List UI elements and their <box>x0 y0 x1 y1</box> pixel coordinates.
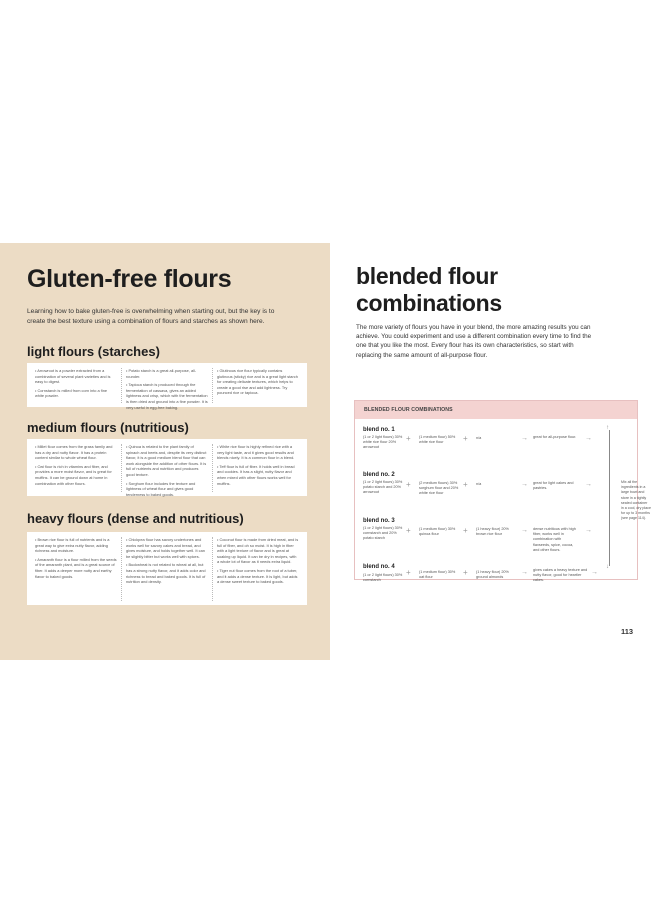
flour-note: • Coconut flour is made from dried meat, and is full of fiber, and oh so moist. It is high in fiber with a light texture of flavor and is great at soaking up liquid. It can be dry in recipes, with a whole lot of flavor as it needs extra liquid. <box>217 537 299 565</box>
blend-medium-flours: (1 medium flour) 50% white rice flour <box>419 435 456 445</box>
arrow-right-icon: → <box>585 481 592 488</box>
blend-name: blend no. 2 <box>363 472 395 478</box>
storage-note: Mix all the ingredients in a large bowl and store in a tightly sealed container in a cool, dry place for up to 3 months (see page 114). <box>621 480 651 521</box>
flour-note: • Chickpea flour has savory undertones and works well for savory cakes and bread, and gives moisture, and holds together well. It can be slightly bitter but works well with spices. <box>126 537 205 559</box>
blend-result: dense nutritious with high fiber, works well in combination with flaxseeds, spice, cocoa, and other flours. <box>533 527 576 552</box>
plus-icon: + <box>406 526 411 535</box>
bracket-line <box>609 430 610 566</box>
blend-result: great for light cakes and pastries. <box>533 481 574 491</box>
flour-note: • Tiger nut flour comes from the root of a tuber, and it adds a dense texture. It is light, but adds a dense sweet texture to baked goods. <box>217 567 298 585</box>
arrow-right-icon: → <box>585 527 592 534</box>
plus-icon: + <box>463 480 468 489</box>
flour-note: • Millet flour comes from the grass family and has a dry and nutty flavor. It has a protein content similar to whole wheat flour. <box>35 444 113 461</box>
light-flours-card <box>27 363 307 410</box>
blend-row-2 <box>363 472 403 495</box>
flour-note: • Potato starch is a great all-purpose, all-rounder. <box>126 368 197 379</box>
heavy-flours-card <box>27 532 307 605</box>
blend-name: blend no. 1 <box>363 427 395 433</box>
heavy-flours-column-2 <box>122 537 213 601</box>
light-flours-column-3 <box>213 368 303 403</box>
blend-heavy-flours: n/a <box>476 436 482 440</box>
arrow-right-icon: → <box>521 481 528 488</box>
arrow-down-icon: ↓ <box>606 564 609 570</box>
intro-paragraph: Learning how to bake gluten-free is overwhelming when starting out, but the key is to create the best texture using a combination of flours and starches as shown here. <box>27 308 275 325</box>
blend-intro-paragraph: The more variety of flours you have in your blend, the more amazing results you can achieve. You could experiment and use a different combination every time to find the one that you like the most. Every flour has its own characteristics, so start with replacing the same amount of all-purpose flour. <box>356 324 592 359</box>
blend-light-flours: (1 or 2 light flours) 30% potato starch and 20% arrowroot <box>363 480 403 495</box>
blend-name: blend no. 4 <box>363 564 395 570</box>
medium-flours-column-1 <box>31 444 122 492</box>
blend-name: blend no. 3 <box>363 518 395 524</box>
section-heading-medium-flours: medium flours (nutritious) <box>27 420 189 435</box>
blend-row-3 <box>363 518 403 541</box>
page-title-gluten-free-flours: Gluten-free flours <box>27 265 232 293</box>
arrow-right-icon: → <box>521 527 528 534</box>
table-header: BLENDED FLOUR COMBINATIONS <box>355 401 637 419</box>
heavy-flours-column-3 <box>213 537 303 601</box>
blend-medium-flours: (2 medium flours) 30% sorghum flour and 20% white rice flour <box>419 481 459 496</box>
blend-row-4 <box>363 564 395 571</box>
flour-note: • Buckwheat is not related to wheat at all, but has a strong nutty flavor, and it adds color and richness to bread and baked goods. It is full of nutrition and density. <box>126 562 206 585</box>
medium-flours-column-3 <box>213 444 303 492</box>
arrow-right-icon: → <box>521 435 528 442</box>
medium-flours-card <box>27 439 307 496</box>
plus-icon: + <box>406 568 411 577</box>
blend-light-flours: (1 or 2 light flours) 30% white rice flour 20% arrowroot <box>363 435 403 450</box>
flour-note: • Oat flour is rich in vitamins and fiber, and provides a more moist flavor, and is great for muffins. It can be ground down at home in combination with other flours. <box>35 463 112 486</box>
section-heading-heavy-flours: heavy flours (dense and nutritious) <box>27 511 244 526</box>
blend-medium-flours: (1 medium flour) 30% quinoa flour <box>419 527 456 537</box>
plus-icon: + <box>406 434 411 443</box>
title-line-1: blended flour <box>356 263 498 289</box>
blend-result: great for all-purpose flour. <box>533 435 577 439</box>
light-flours-column-1 <box>31 368 122 403</box>
flour-note: • White rice flour is highly refined rice with a very light taste, and it gives good results and blends nicely. It is a common flour in a blend. <box>217 444 295 461</box>
arrow-right-icon: → <box>521 569 528 576</box>
flour-note: • Cornstarch is milled from corn into a fine white powder. <box>35 387 108 399</box>
page-number: 113 <box>621 627 634 636</box>
plus-icon: + <box>463 568 468 577</box>
plus-icon: + <box>463 434 468 443</box>
blend-light-flours: (1 or 2 light flours) 30% cornstarch and 20% potato starch <box>363 526 403 541</box>
light-flours-column-2 <box>122 368 213 410</box>
medium-flours-column-2 <box>122 444 213 497</box>
arrow-right-icon: → <box>585 435 592 442</box>
left-page <box>0 243 330 660</box>
flour-note: • Brown rice flour is full of nutrients and is a great way to give extra nutty flavor, adding richness and moisture. <box>35 537 110 554</box>
arrow-right-icon: → <box>591 569 598 576</box>
flour-note: • Arrowroot is a powder extracted from a combination of several plant varieties and is easy to digest. <box>35 368 111 385</box>
blend-heavy-flours: n/a <box>476 482 482 486</box>
blend-light-flours: (1 or 2 light flours) 30% cornstarch <box>363 573 403 583</box>
blend-row-1 <box>363 427 403 450</box>
heavy-flours-column-1 <box>31 537 122 601</box>
right-page <box>330 243 660 660</box>
flour-note: • Quinoa is related to the plant family of spinach and beets and, despite its very distinct flavor, it is a good medium blend flour that can work alongside the addition of other flours. It is full of nutrients and nutrition and produces good texture. <box>126 444 207 477</box>
flour-note: • Sorghum flour includes the texture and lightness of wheat flour and gives good tenderness to baked goods. <box>126 480 196 497</box>
plus-icon: + <box>463 526 468 535</box>
title-line-2: combinations <box>356 290 502 316</box>
blended-flour-table <box>354 400 651 583</box>
blend-result: gives cakes a heavy texture and nutty flavor, good for heartier cakes. <box>533 568 588 583</box>
blend-heavy-flours: (1 heavy flour) 20% ground almonds <box>476 570 509 580</box>
flour-note: • Amaranth flour is a flour milled from the seeds of the amaranth plant, and is a great source of fiber. It adds a deeper more nutty and earthy flavor to baked goods. <box>35 556 117 579</box>
blend-medium-flours: (1 medium flour) 30% oat flour <box>419 570 456 580</box>
flour-note: • Tapioca starch is produced through the fermentation of cassava, gives an added lightness and crisp, which with the fermentation is then dried and ground into a fine powder. It is very useful in egg-free baking. <box>126 382 208 410</box>
arrow-up-icon: ↑ <box>606 425 609 431</box>
page-title-blended-flour <box>356 263 502 317</box>
section-heading-light-flours: light flours (starches) <box>27 344 160 359</box>
blend-heavy-flours: (1 heavy flour) 20% brown rice flour <box>476 527 509 537</box>
flour-note: • Glutinous rice flour typically contains glutinous (sticky) rice and is a great light starch for creating delicate textures, which helps to create a good rise and add lightness. Try pounced rice or tapioca. <box>217 368 298 396</box>
flour-note: • Teff flour is full of fiber. It holds well in bread and cookies. It has a slight, nutty flavor and when mixed with other flours works well for muffins. <box>217 463 295 486</box>
plus-icon: + <box>406 480 411 489</box>
